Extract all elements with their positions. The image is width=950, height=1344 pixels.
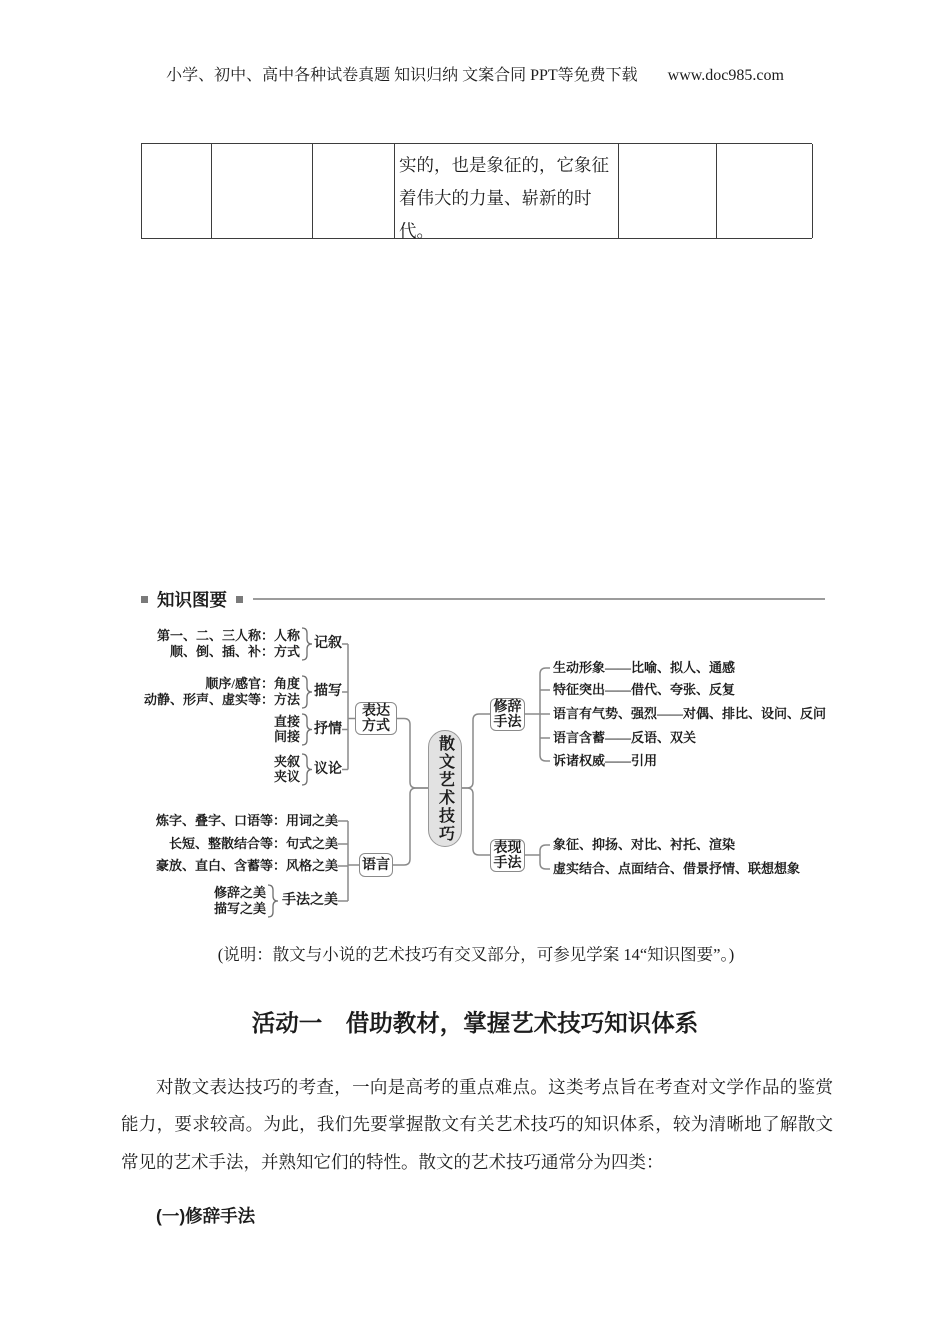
table-column-border	[812, 144, 813, 238]
bullet-square-icon	[236, 596, 243, 603]
table-column-border	[312, 144, 313, 238]
diagram-note: (说明：散文与小说的艺术技巧有交叉部分，可参见学案 14“知识图要”。)	[217, 945, 735, 964]
diagram-branch-label: 手法之美	[282, 893, 338, 908]
diagram-branch-label: 描写	[314, 684, 342, 699]
diagram-node-expression-mode: 表达方式	[355, 702, 397, 735]
diagram-leaf-item: 夹议	[273, 769, 300, 784]
diagram-leaf-item: 直接	[273, 714, 300, 729]
diagram-node-representation: 表现手法	[490, 839, 525, 872]
diagram-leaf-item: 顺、倒、插、补：方式	[169, 644, 300, 659]
diagram-branch-label: 议论	[314, 762, 342, 777]
diagram-leaf-item: 象征、抑扬、对比、衬托、渲染	[553, 837, 736, 852]
subsection-heading: (一)修辞手法	[156, 1206, 256, 1226]
diagram-node-rhetoric: 修辞手法	[490, 698, 525, 731]
diagram-leaf-item: 修辞之美	[213, 885, 266, 900]
diagram-leaf-item: 夹叙	[273, 754, 300, 769]
diagram-leaf-item: 豪放、直白、含蓄等：风格之美	[155, 858, 338, 873]
table-column-border	[394, 144, 395, 238]
intro-paragraph: 对散文表达技巧的考查，一向是高考的重点难点。这类考点旨在考查对文学作品的鉴赏能力，要求较高。为此，我们先要掌握散文有关艺术技巧的知识体系，较为清晰地了解散文常见的艺术手法，并熟知它们的特性。散文的艺术技巧通常分为四类：	[121, 1077, 833, 1172]
diagram-leaf-item: 描写之美	[213, 901, 266, 916]
diagram-root-node: 散文艺术技巧	[428, 730, 462, 847]
diagram-leaf-item: 间接	[273, 729, 300, 744]
diagram-leaf-item: 特征突出——借代、夸张、反复	[553, 682, 736, 697]
section-header-knowledge-map	[141, 589, 825, 609]
knowledge-map-diagram	[130, 615, 830, 950]
diagram-branch-label: 抒情	[314, 722, 342, 737]
diagram-leaf-item: 长短、整散结合等：句式之美	[168, 836, 338, 851]
header-site-url: www.doc985.com	[667, 67, 784, 84]
bullet-square-icon	[141, 596, 148, 603]
table-cell-line: 着伟大的力量、崭新的时	[399, 188, 592, 208]
table-column-border	[716, 144, 717, 238]
diagram-leaf-item: 语言含蓄——反语、双关	[553, 730, 697, 745]
diagram-leaf-item: 第一、二、三人称：人称	[156, 628, 300, 643]
diagram-leaf-item: 生动形象——比喻、拟人、通感	[553, 660, 736, 675]
table-fragment	[141, 143, 812, 239]
doc-site-header	[0, 62, 950, 85]
table-column-border	[211, 144, 212, 238]
diagram-leaf-item: 虚实结合、点面结合、借景抒情、联想想象	[553, 861, 801, 876]
diagram-leaf-item: 诉诸权威——引用	[553, 753, 658, 768]
diagram-leaf-item: 顺序/感官：角度	[205, 676, 300, 691]
diagram-leaf-item: 炼字、叠字、口语等：用词之美	[155, 813, 338, 828]
table-cell-line: 实的，也是象征的，它象征	[399, 155, 609, 175]
diagram-leaf-item: 语言有气势、强烈——对偶、排比、设问、反问	[553, 706, 827, 721]
header-promo-text: 小学、初中、高中各种试卷真题 知识归纳 文案合同 PPT等免费下载	[166, 67, 638, 84]
diagram-branch-label: 记叙	[314, 636, 342, 651]
diagram-leaf-item: 动静、形声、虚实等：方法	[143, 692, 300, 707]
section-title: 知识图要	[157, 589, 227, 610]
table-column-border	[141, 144, 142, 238]
table-column-border	[618, 144, 619, 238]
activity-heading: 活动一 借助教材，掌握艺术技巧知识体系	[251, 1010, 699, 1036]
section-divider-line	[253, 598, 825, 600]
table-cell-line: 代。	[399, 221, 434, 241]
diagram-node-language: 语言	[359, 853, 393, 877]
table-cell	[399, 149, 617, 248]
